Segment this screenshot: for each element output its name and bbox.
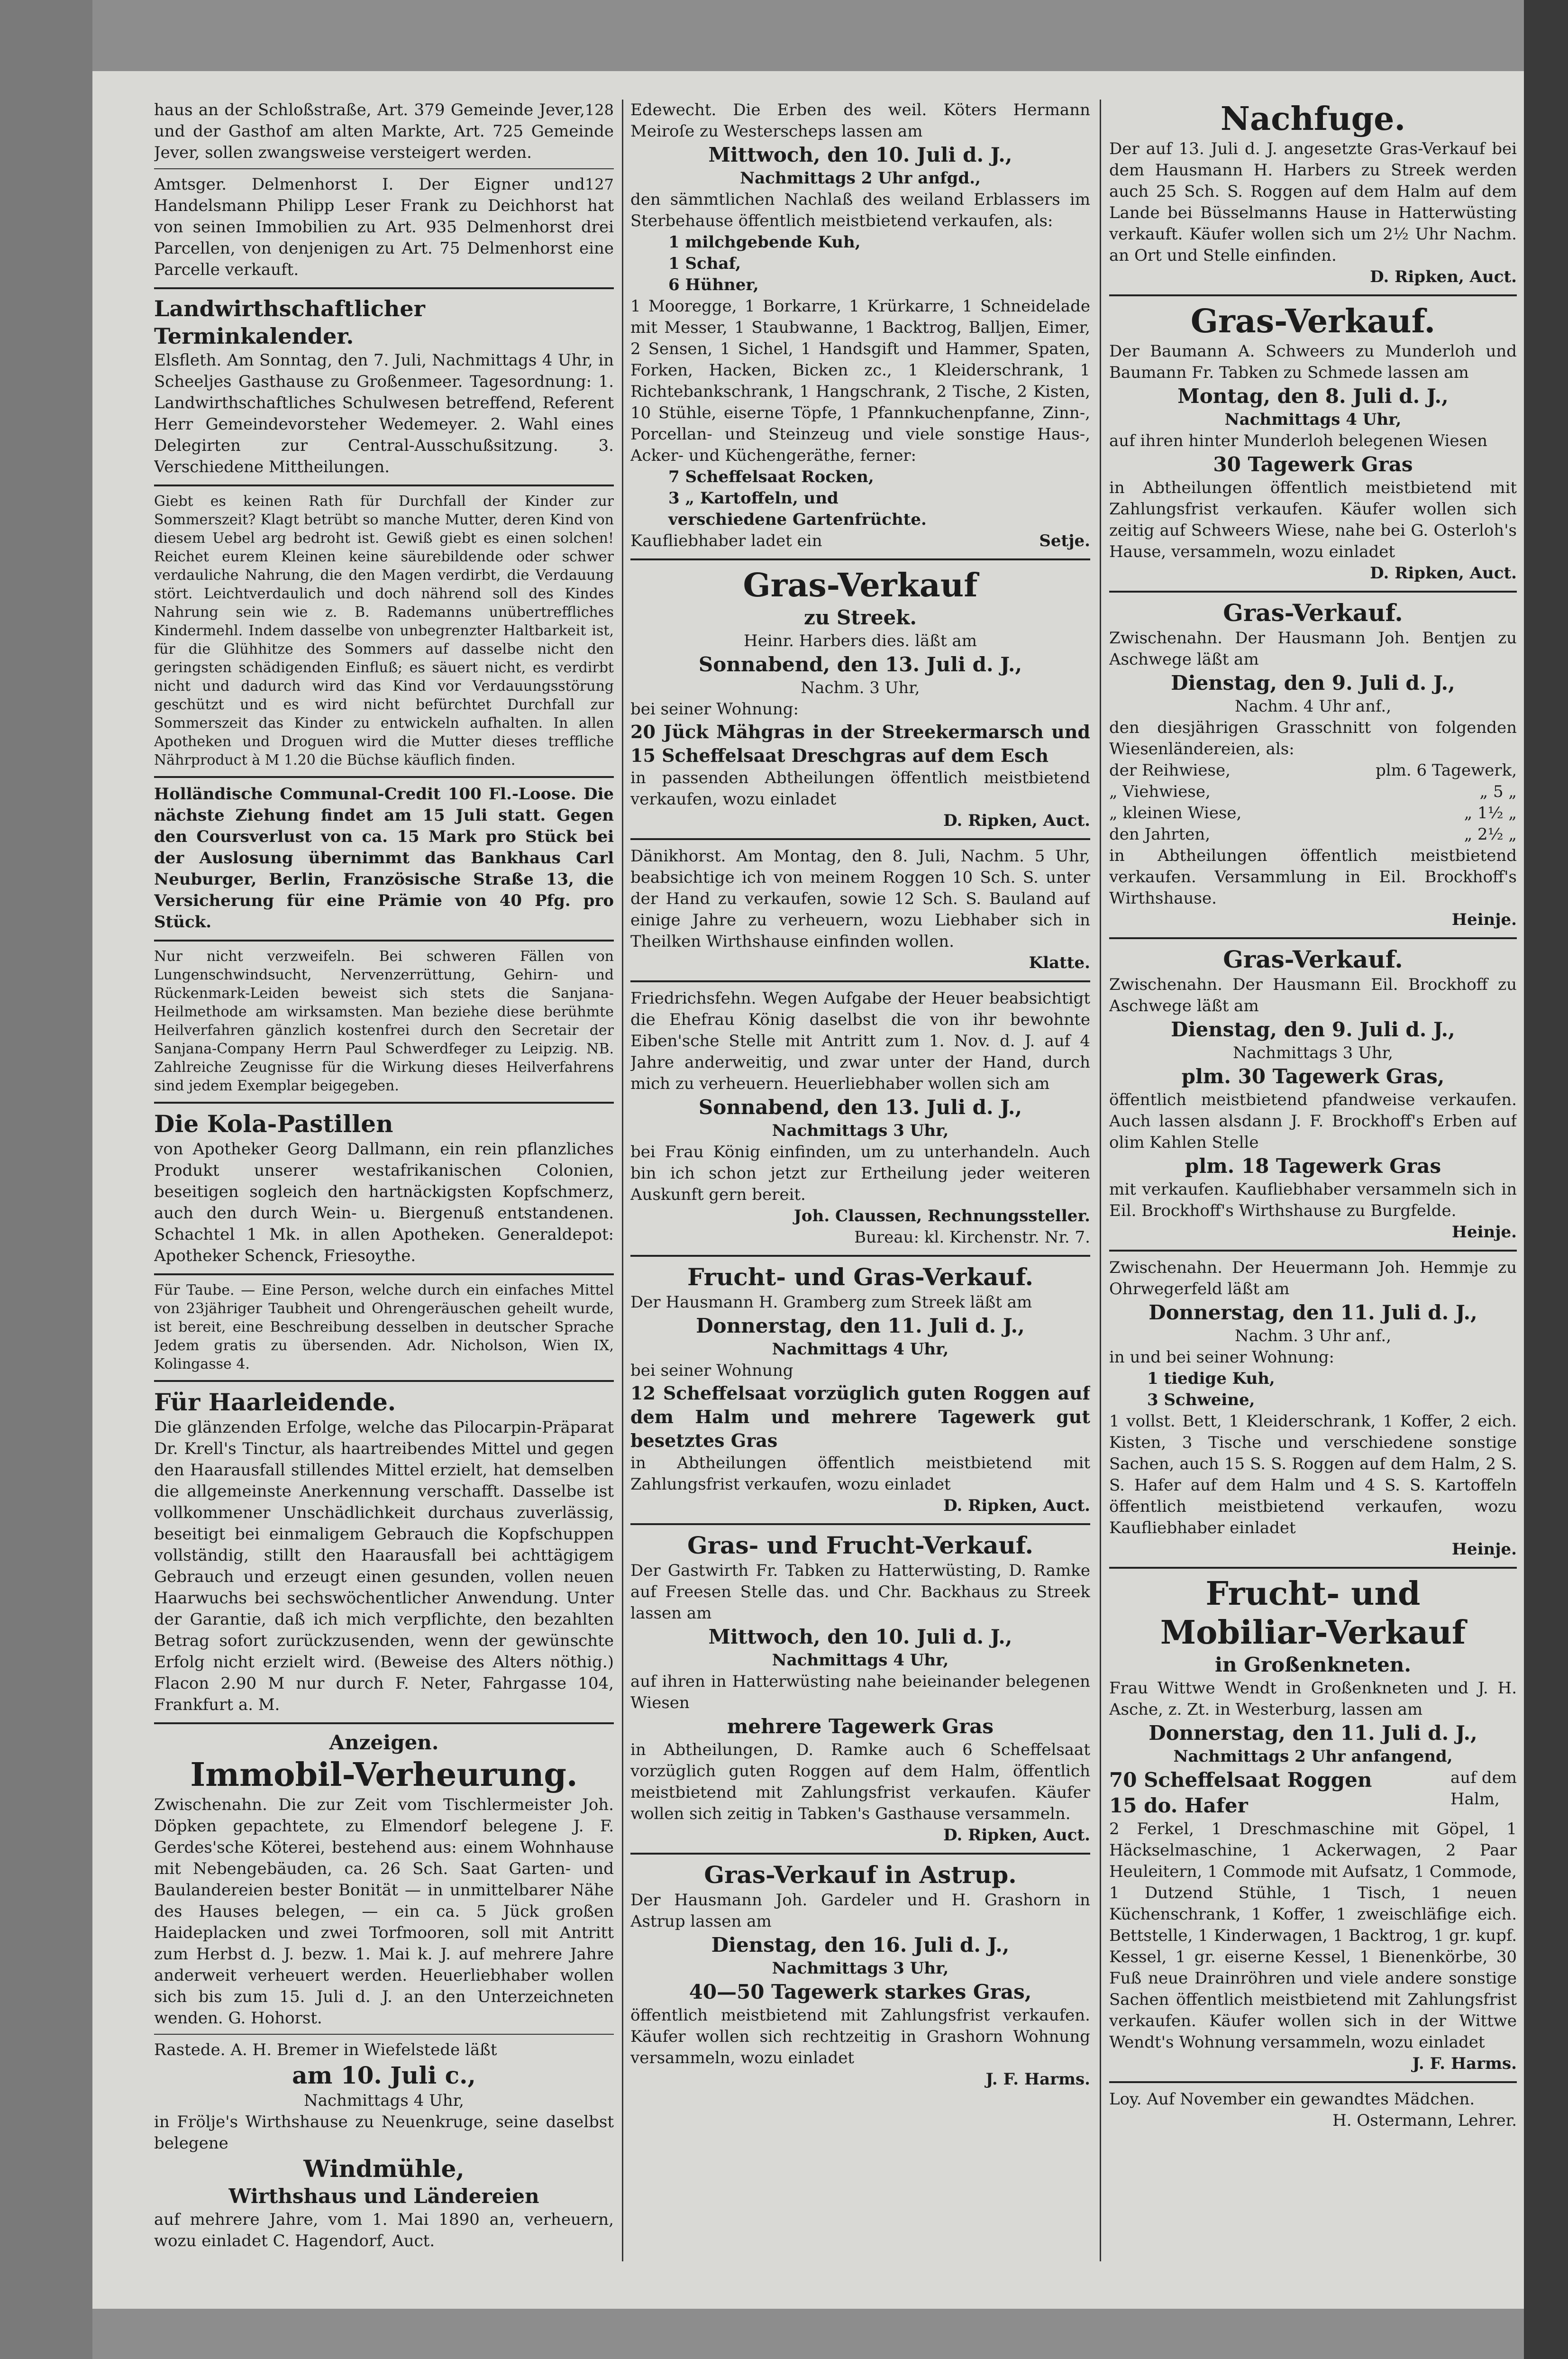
advertisement: bei seiner Wohnung: <box>630 700 799 719</box>
event-date: Dienstag, den 9. Juli d. J., <box>1171 1018 1455 1041</box>
signature: D. Ripken, Auct. <box>943 1826 1090 1845</box>
event-time: Nachmittags 3 Uhr, <box>1232 1043 1393 1062</box>
advertisement: Heinr. Harbers dies. läßt am <box>744 631 977 650</box>
list-item: 1 Schaf, <box>668 254 741 273</box>
divider <box>154 287 614 289</box>
divider <box>1109 591 1517 593</box>
advertisement: Frau Wittwe Wendt in Großenkneten und J. H. Asche, z. Zt. in Westerburg, lassen am <box>1109 1679 1517 1719</box>
advertisement: Für Taube. — Eine Person, welche durch ein einfaches Mittel von 23jähriger Taubheit und Ohrengeräuschen geheilt wurde, ist bereit, eine Beschreibung desselben in deutscher Sprache Jedem gratis zu übersenden. Adr. Nicholson, Wien IX, Kolingasse 4. <box>154 1282 614 1372</box>
lot-list <box>1109 1767 1372 1819</box>
divider <box>154 940 614 942</box>
signature: Heinje. <box>1451 1223 1517 1242</box>
lot-description: plm. 18 Tagewerk Gras <box>1185 1154 1441 1178</box>
advertisement: Edewecht. Die Erben des weil. Köters Hermann Meiroſe zu Westerscheps lassen am <box>630 101 1090 141</box>
lot-description: 12 Scheffelsaat vorzüglich guten Roggen auf dem Halm und mehrere Tagewerk gut besetztes Gras <box>630 1382 1090 1451</box>
event-date: Sonnabend, den 13. Juli d. J., <box>698 653 1022 676</box>
advertisement: Friedrichsfehn. Wegen Aufgabe der Heuer beabsichtigt die Ehefrau König daselbst die von ihr bewohnte Eiben'sche Stelle mit Antritt zum 1. Nov. d. J. auf 4 Jahre anderweitig, und zwar unter der Hand, durch mich zu verheuern. Heuerliebhaber wollen sich am <box>630 989 1090 1093</box>
list-item: 1 tiedige Kuh, <box>1147 1369 1275 1388</box>
advertisement: in Abtheilungen öffentlich meistbietend verkaufen. Versammlung in Eil. Brockhoff's Wirthshause. <box>1109 846 1517 908</box>
divider <box>1109 1567 1517 1569</box>
divider <box>1109 2081 1517 2083</box>
list-item: 1 milchgebende Kuh, <box>668 233 861 252</box>
divider <box>630 1853 1090 1855</box>
lot-description: mehrere Tagewerk Gras <box>727 1715 994 1738</box>
lot-description: 20 Jück Mähgras in der Streekermarsch und 15 Scheffelsaat Dreschgras auf dem Esch <box>630 721 1090 766</box>
event-time: Nachmittags 4 Uhr, <box>303 2091 464 2110</box>
advertisement: Nur nicht verzweifeln. Bei schweren Fällen von Lungenschwindsucht, Nervenzerrüttung, Gehirn- und Rückenmark-Leiden beweist sich stets die Sanjana-Heilmethode am wirksamsten. Man beziehe diese berühmte Heilverfahren gänzlich kostenfrei durch den Secretair der Sanjana-Company Herrn Paul Schwerdfeger zu Leipzig. NB. Zahlreiche Zeugnisse für die Wirkung dieses Heilverfahrens sind jedem Exemplar beigegeben. <box>154 948 614 1094</box>
meadow-row: den Jahrten, „ 2½ „ <box>1109 825 1517 844</box>
event-date: Dienstag, den 9. Juli d. J., <box>1171 671 1455 695</box>
calendar-entry: Elsfleth. Am Sonntag, den 7. Juli, Nachmittags 4 Uhr, in Scheeljes Gasthause zu Großenmeer. Tagesordnung: 1. Landwirthschaftliches Schulwesen betreffend, Referent Herr Gemeindevorsteher Wedemeyer. 2. Wahl eines Delegirten zur Central-Ausschußsitzung. 3. Verschiedene Mittheilungen. <box>154 351 614 476</box>
event-time: Nachm. 4 Uhr anf., <box>1234 697 1392 716</box>
advertisement: Der Baumann A. Schweers zu Munderloh und Baumann Fr. Tabken zu Schmede lassen am <box>1109 342 1517 382</box>
event-date: Mittwoch, den 10. Juli d. J., <box>708 1625 1012 1648</box>
advertisement: auf ihren in Hatterwüsting nahe beieinander belegenen Wiesen <box>630 1672 1090 1712</box>
advertisement: Zwischenahn. Der Hausmann Joh. Bentjen zu Aschwege läßt am <box>1109 629 1517 669</box>
divider <box>1109 294 1517 296</box>
ad-heading: Gras-Verkauf <box>743 567 978 604</box>
section-heading: Landwirthschaftlicher Terminkalender. <box>154 296 425 349</box>
signature: H. Ostermann, Lehrer. <box>1332 2111 1517 2130</box>
ad-heading: Frucht- und <box>1205 1575 1421 1613</box>
advertisement: Die glänzenden Erfolge, welche das Pilocarpin-Präparat Dr. Krell's Tinctur, als haartreibendes Mittel und gegen den Haarausfall stillendes Mittel erzielt, hat demselben die allgemeinste Anerkennung verschafft. Dasselbe ist vollkommener Unschädlichkeit durchaus zuverlässig, beseitigt bei einmaligem Gebrauch die Kopfschuppen vollständig, stillt den Haarausfall bei achttägigem Gebrauch und erzeugt einen gesunden, vollen neuen Haarwuchs bei sechswöchentlicher Anwendung. Unter der Garantie, daß ich mich verpflichte, den bezahlten Betrag sofort zurückzusenden, wenn der gewünschte Erfolg nicht erzielt wird. (Beweise des Alters nöthig.) Flacon 2.90 M nur durch F. Neter, Fahrgasse 104, Frankfurt a. M. <box>154 1418 614 1714</box>
advertisement: den diesjährigen Grasschnitt von folgenden Wiesenländereien, als: <box>1109 718 1517 759</box>
advertisement: bei Frau König einfinden, um zu unterhandeln. Auch bin ich schon jetzt zur Ertheilung jeder weiteren Auskunft gern bereit. <box>630 1143 1090 1204</box>
signature-line: Kaufliebhaber ladet ein Setje. <box>630 531 1090 550</box>
scan-margin-right <box>1524 0 1568 2359</box>
event-date: Donnerstag, den 11. Juli d. J., <box>1149 1301 1477 1324</box>
signature: Heinje. <box>1451 910 1517 929</box>
event-time: Nachmittags 4 Uhr, <box>772 1340 949 1359</box>
advertisement: Loy. Auf November ein gewandtes Mädchen. <box>1109 2090 1475 2109</box>
list-item: 3 „ Kartoffeln, und <box>668 489 839 508</box>
divider <box>630 1523 1090 1525</box>
lot-note: auf dem Halm, <box>1450 1768 1517 1809</box>
meadow-row: „ kleinen Wiese, „ 1½ „ <box>1109 804 1517 823</box>
divider <box>154 2034 614 2035</box>
scan-margin-left <box>0 0 92 2359</box>
advertisement: in und bei seiner Wohnung: <box>1109 1348 1334 1367</box>
column-3 <box>1109 100 1517 2261</box>
advertisement: auf ihren hinter Munderloh belegenen Wiesen <box>1109 431 1488 450</box>
ad-heading: Wirthshaus und Ländereien <box>228 2185 539 2208</box>
column-1 <box>154 100 614 2261</box>
ad-heading: Immobil-Verheurung. <box>190 1756 578 1794</box>
event-time: Nachmittags 3 Uhr, <box>772 1959 949 1978</box>
divider <box>1109 1250 1517 1252</box>
signature: D. Ripken, Auct. <box>1370 267 1517 286</box>
advertisement: Zwischenahn. Der Hausmann Eil. Brockhoff zu Aschwege läßt am <box>1109 975 1517 1015</box>
divider <box>154 168 614 169</box>
advertisement: Zwischenahn. Die zur Zeit vom Tischlermeister Joh. Döpken gepachtete, zu Elmendorf belegene J. F. Gerdes'sche Köterei, bestehend aus: einem Wohnhause mit Nebengebäuden, ca. 26 Sch. Saat Garten- und Baulandereien bester Bonität — in unmittelbarer Nähe des Hauses belegen, — ein ca. 5 Jück großen Haideplacken und zwei Torfmooren, soll mit Antritt zum Herbst d. J. bezw. 1. Mai k. J. auf mehrere Jahre anderweit verheuert werden. Heuerliebhaber wollen sich bis zum 15. Juli d. J. an den Unterzeichneten wenden. G. Hohorst. <box>154 1795 614 2028</box>
divider <box>154 1102 614 1104</box>
list-item: 3 Schweine, <box>1147 1390 1255 1409</box>
advertisement: öffentlich meistbietend mit Zahlungsfrist verkaufen. Käufer wollen sich rechtzeitig in Grashorn Wohnung versammeln, wozu einladet <box>630 2006 1090 2067</box>
divider <box>1109 937 1517 939</box>
advertisement: Zwischenahn. Der Heuermann Joh. Hemmje zu Ohrwegerfeld läßt am <box>1109 1258 1517 1298</box>
list-item: 6 Hühner, <box>668 275 759 294</box>
advertisement: 1 vollst. Bett, 1 Kleiderschrank, 1 Koffer, 2 eich. Kisten, 3 Tische und verschiedene sonstige Sachen, auch 15 S. S. Roggen auf dem Halm, 2 S. S. Hafer auf dem Halm und 4 S. S. Kartoffeln öffentlich meistbietend verkaufen, wozu Kaufliebhaber einladet <box>1109 1412 1517 1537</box>
event-time: Nachm. 3 Uhr, <box>801 678 920 697</box>
advertisement: mit verkaufen. Kaufliebhaber versammeln sich in Eil. Brockhoff's Wirthshause zu Burgfelde. <box>1109 1180 1517 1220</box>
advertisement: Dänikhorst. Am Montag, den 8. Juli, Nachm. 5 Uhr, beabsichtige ich von meinem Roggen 10 Sch. S. unter der Hand zu verkaufen, sowie 12 Sch. S. Bauland auf einige Jahre zu verheuern, wozu Liebhaber sich in Theilken Wirthshause einfinden wollen. <box>630 847 1090 951</box>
advertisement: von Apotheker Georg Dallmann, ein rein pflanzliches Produkt unserer westafrikanischen Colonien, beseitigen sogleich den hartnäckigsten Kopfschmerz, auch den durch Wein- u. Biergenuß entstandenen. Schachtel 1 Mk. in allen Apotheken. Generaldepot: Apotheker Schenck, Friesoythe. <box>154 1140 614 1265</box>
newspaper-page <box>92 71 1524 2309</box>
advertisement: Der Gastwirth Fr. Tabken zu Hatterwüsting, D. Ramke auf Freesen Stelle das. und Chr. Backhaus zu Streek lassen am <box>630 1561 1090 1623</box>
ad-heading: Gras-Verkauf in Astrup. <box>704 1861 1017 1889</box>
event-time: Nachmittags 4 Uhr, <box>772 1651 949 1670</box>
column-rule <box>1100 100 1101 2261</box>
event-date: Donnerstag, den 11. Juli d. J., <box>696 1314 1025 1337</box>
signature: D. Ripken, Auct. <box>943 811 1090 830</box>
divider <box>154 1380 614 1382</box>
event-date: Sonnabend, den 13. Juli d. J., <box>698 1096 1022 1119</box>
advertisement: in Abtheilungen öffentlich meistbietend mit Zahlungsfrist verkaufen. Käufer wollen sich zeitig auf Schweers Wiese, nahe bei G. Osterloh's Hause, versammeln, wozu einladet <box>1109 478 1517 561</box>
event-time: Nachmittags 2 Uhr anfangend, <box>1173 1747 1453 1766</box>
divider <box>630 980 1090 982</box>
advertisement: den sämmtlichen Nachlaß des weiland Erblassers im Sterbehause öffentlich meistbietend verkaufen, als: <box>630 190 1090 230</box>
divider <box>630 838 1090 840</box>
signature: Bureau: kl. Kirchenstr. Nr. 7. <box>854 1228 1090 1247</box>
lot-description: plm. 30 Tagewerk Gras, <box>1181 1065 1445 1088</box>
advertisement: auf mehrere Jahre, vom 1. Mai 1890 an, verheuern, wozu einladet C. Hagendorf, Auct. <box>154 2210 614 2250</box>
ad-heading: Gras-Verkauf. <box>1223 945 1403 973</box>
ad-heading: Gras-Verkauf. <box>1190 302 1436 340</box>
ad-heading: Nachfuge. <box>1220 100 1406 138</box>
signature: Heinje. <box>1451 1540 1517 1559</box>
lot-block <box>1109 1767 1517 1819</box>
advertisement: in passenden Abtheilungen öffentlich meistbietend verkaufen, wozu einladet <box>630 768 1090 809</box>
ad-subheading: in Großenkneten. <box>1215 1653 1411 1676</box>
signature: Joh. Claussen, Rechnungssteller. <box>793 1207 1090 1225</box>
meadow-row: der Reihwiese, plm. 6 Tagewerk, <box>1109 761 1517 780</box>
section-heading: Anzeigen. <box>329 1731 439 1754</box>
meadow-row: „ Viehwiese, „ 5 „ <box>1109 782 1517 801</box>
event-time: Nachmittags 2 Uhr anfgd., <box>740 169 981 188</box>
advertisement: öffentlich meistbietend pfandweise verkaufen. Auch lassen alsdann J. F. Brockhoff's Erben auf olim Kahlen Stelle <box>1109 1090 1517 1152</box>
advertisement: 1 Mooregge, 1 Borkarre, 1 Krürkarre, 1 Schneidelade mit Messer, 1 Staubwanne, 1 Backtrog, Balljen, Eimer, 2 Sensen, 1 Sichel, 1 Handsgift und Hammer, Spaten, Forken, Hacken, Bicken zc., 1 Kleiderschrank, 1 Richtebankschrank, 1 Hangschrank, 2 Tische, 2 Kisten, 10 Stühle, eiserne Töpfe, 1 Pfannkuchenpfanne, Zinn-, Porcellan- und Steinzeug und viele sonstige Haus-, Acker- und Küchengeräthe, ferner: <box>630 297 1090 465</box>
lot-description: 70 Scheffelsaat Roggen <box>1109 1768 1372 1792</box>
ad-heading: Mobiliar-Verkauf <box>1160 1614 1466 1652</box>
advertisement: bei seiner Wohnung <box>630 1361 793 1380</box>
advertisement: Der auf 13. Juli d. J. angesetzte Gras-Verkauf bei dem Hausmann H. Harbers zu Streek werden auch 25 Sch. S. Roggen auf dem Halm auf dem Lande bei Büsselmanns Hause in Hatterwüsting verkauft. Käufer wollen sich um 2½ Uhr Nachm. an Ort und Stelle einfinden. <box>1109 139 1517 265</box>
ad-heading: Windmühle, <box>303 2155 465 2183</box>
event-time: Nachmittags 3 Uhr, <box>772 1121 949 1140</box>
ad-heading: Die Kola-Pastillen <box>154 1110 393 1138</box>
ad-heading: Für Haarleidende. <box>154 1388 396 1416</box>
advertisement: Holländische Communal-Credit 100 Fl.-Loose. Die nächste Ziehung findet am 15 Juli statt. Gegen den Coursverlust von ca. 15 Mark pro Stück bei der Auslosung übernimmt das Bankhaus Carl Neuburger, Berlin, Französische Straße 13, die Versicherung für eine Prämie von 40 Pfg. pro Stück. <box>154 785 614 932</box>
divider <box>154 1273 614 1275</box>
signature: Klatte. <box>1029 953 1090 972</box>
advertisement: Der Hausmann Joh. Gardeler und H. Grashorn in Astrup lassen am <box>630 1891 1090 1931</box>
auction-notice: 128 haus an der Schloßstraße, Art. 379 Gemeinde Jever, und der Gasthof am alten Markte, Art. 725 Gemeinde Jever, sollen zwangsweise versteigert werden. <box>154 101 614 162</box>
divider <box>154 1722 614 1724</box>
list-item: 7 Scheffelsaat Rocken, <box>668 467 874 486</box>
lot-description: 15 do. Hafer <box>1109 1794 1248 1817</box>
advertisement: Giebt es keinen Rath für Durchfall der Kinder zur Sommerszeit? Klagt betrübt so manche Mutter, deren Kind von diesem Uebel arg bedroht ist. Gewiß giebt es einen solchen! Reichet eurem Kleinen keine säurebildende oder schwer verdauliche Nahrung, die den Magen verdirbt, die Verdauung stört. Leichtverdaulich und doch nährend soll des Kindes Nahrung sein wie z. B. Rademanns unübertreffliches Kindermehl. Indem dasselbe von unbegrenzter Haltbarkeit ist, für die Glühhitze des Sommers auf dasselbe nicht den geringsten schädigenden Einfluß; es säuert nicht, es verdirbt nicht und dadurch wird das Kind vor Verdauungsstörung geschützt und es wird nicht befürchtet Durchfall zur Sommerszeit das Kinder zu entwickeln aufhalten. In allen Apotheken und Droguen wird die Mutter dieses treffliche Nährproduct à M 1.20 die Büchse käuflich finden. <box>154 493 614 768</box>
ad-heading: Frucht- und Gras-Verkauf. <box>687 1263 1034 1291</box>
event-date: am 10. Juli c., <box>292 2061 476 2089</box>
advertisement: in Frölje's Wirthshause zu Neuenkruge, seine daselbst belegene <box>154 2112 614 2153</box>
divider <box>154 776 614 778</box>
ad-subheading: zu Streek. <box>803 606 917 629</box>
event-date: Montag, den 8. Juli d. J., <box>1177 384 1449 408</box>
event-date: Mittwoch, den 10. Juli d. J., <box>708 143 1012 166</box>
signature: J. F. Harms. <box>1412 2054 1517 2073</box>
divider <box>154 485 614 486</box>
event-date: Dienstag, den 16. Juli d. J., <box>711 1933 1010 1957</box>
advertisement: in Abtheilungen, D. Ramke auch 6 Scheffelsaat vorzüglich guten Roggen auf dem Halm, öffentlich meistbietend mit Zahlungsfrist verkaufen. Käufer wollen sich zeitig in Tabken's Gasthause versammeln. <box>630 1740 1090 1823</box>
advertisement: 2 Ferkel, 1 Dreschmaschine mit Göpel, 1 Häckselmaschine, 1 Ackerwagen, 2 Paar Heuleitern, 1 Commode mit Aufsatz, 1 Commode, 1 Dutzend Stühle, 1 Tisch, 1 neuen Küchenschrank, 1 Koffer, 1 zweischläfige eich. Bettstelle, 1 Kinderwagen, 1 Backtrog, 1 gr. kupf. Kessel, 1 gr. eiserne Kessel, 1 Bienenkörbe, 30 Fuß neue Drainröhren und viele andere sonstige Sachen öffentlich meistbietend mit Zahlungsfrist verkaufen. Käufer wollen sich in der Wittwe Wendt's Wohnung versammeln, wozu einladet <box>1109 1820 1517 2052</box>
column-rule <box>622 100 623 2261</box>
auction-notice: 127 Amtsger. Delmenhorst I. Der Eigner und Handelsmann Philipp Leser Frank zu Deichhorst hat von seinen Immobilien zu Art. 935 Delmenhorst drei Parcellen, von denjenigen zu Art. 75 Delmenhorst eine Parcelle verkauft. <box>154 175 614 279</box>
lot-description: 40—50 Tagewerk starkes Gras, <box>689 1980 1032 2003</box>
signature: D. Ripken, Auct. <box>1370 564 1517 583</box>
advertisement: in Abtheilungen öffentlich meistbietend mit Zahlungsfrist verkaufen, wozu einladet <box>630 1454 1090 1494</box>
signature: J. F. Harms. <box>985 2070 1090 2089</box>
column-2 <box>630 100 1090 2261</box>
divider <box>630 1255 1090 1257</box>
event-date: Donnerstag, den 11. Juli d. J., <box>1149 1721 1477 1745</box>
event-time: Nachm. 3 Uhr anf., <box>1234 1326 1392 1345</box>
signature: D. Ripken, Auct. <box>943 1496 1090 1515</box>
ad-heading: Gras- und Frucht-Verkauf. <box>687 1531 1034 1559</box>
advertisement: Der Hausmann H. Gramberg zum Streek läßt am <box>630 1293 1032 1312</box>
advertisement: Rastede. A. H. Bremer in Wiefelstede läßt <box>154 2040 497 2059</box>
lot-description: 30 Tagewerk Gras <box>1213 453 1413 476</box>
list-item: verschiedene Gartenfrüchte. <box>668 510 927 529</box>
event-time: Nachmittags 4 Uhr, <box>1224 410 1402 429</box>
divider <box>630 558 1090 560</box>
ad-heading: Gras-Verkauf. <box>1223 599 1403 627</box>
